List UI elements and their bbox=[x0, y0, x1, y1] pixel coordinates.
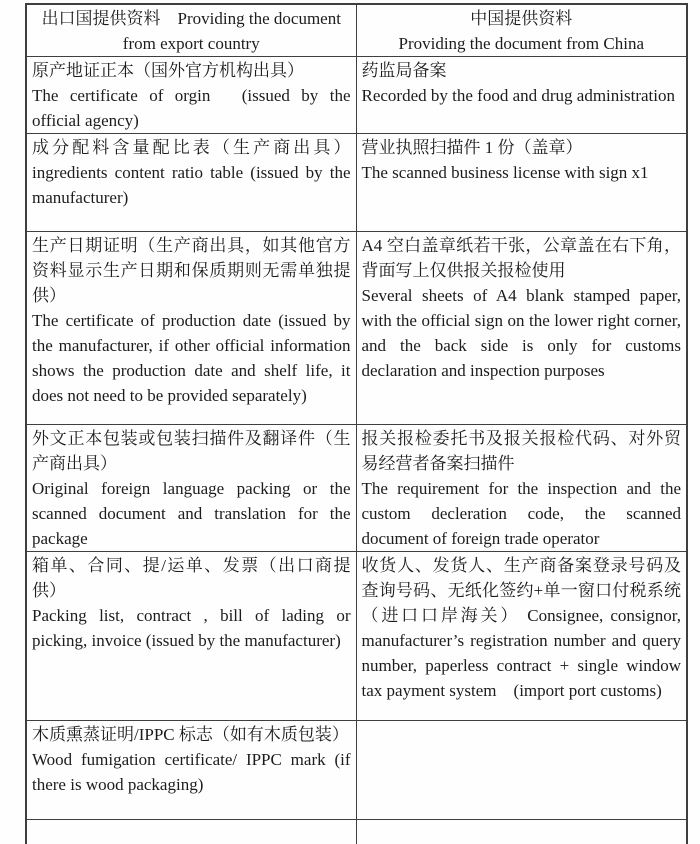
cell-china-fda-record bbox=[356, 57, 687, 134]
cell-china-customs-declaration-docs bbox=[356, 425, 687, 552]
cell-china-business-license bbox=[356, 134, 687, 232]
cell-export-empty bbox=[26, 820, 356, 844]
header-china-label-zh: 中国提供资料 bbox=[470, 9, 573, 28]
paragraph-zh: 木质熏蒸证明/IPPC 标志（如有木质包装） bbox=[32, 725, 349, 744]
header-cell-china bbox=[356, 4, 687, 57]
header-china-label-en: Providing the document from China bbox=[398, 34, 645, 53]
cell-export-foreign-packing bbox=[26, 425, 356, 552]
paragraph-zh: 报关报检委托书及报关报检代码、对外贸易经营者备案扫描件 bbox=[361, 429, 681, 473]
cell-china-empty bbox=[356, 721, 687, 820]
paragraph-zh-en: 收货人、发货人、生产商备案登录号码及查询号码、无纸化签约+单一窗口付税系统（进口口岸海关） Consignee, consignor, manufacturer’s registration number and query number, paperless contract + single window tax payment system (import port customs) bbox=[361, 556, 681, 700]
import-export-documents-table bbox=[25, 3, 688, 844]
paragraph-en: The certificate of production date (issued by the manufacturer, if other official information shows the production date and shelf life, it does not need to be provided separately) bbox=[32, 311, 351, 405]
paragraph-en: The requirement for the inspection and the custom decleration code, the scanned document of foreign trade operator bbox=[361, 479, 681, 548]
cell-china-blank-stamped-paper bbox=[356, 232, 687, 425]
cell-export-origin-certificate bbox=[26, 57, 356, 134]
table-row-production-date bbox=[26, 232, 687, 425]
paragraph-zh: 营业执照扫描件 1 份（盖章） bbox=[361, 138, 583, 157]
table-row-origin-certificate bbox=[26, 57, 687, 134]
paragraph-en: The scanned business license with sign x1 bbox=[361, 163, 649, 182]
paragraph-zh: A4 空白盖章纸若干张，公章盖在右下角，背面写上仅供报关报检使用 bbox=[361, 236, 681, 280]
paragraph-en: Packing list, contract , bill of lading or picking, invoice (issued by the manufacturer) bbox=[32, 606, 351, 650]
table-row-ingredients-table bbox=[26, 134, 687, 232]
paragraph-en: Wood fumigation certificate/ IPPC mark (if there is wood packaging) bbox=[32, 750, 351, 794]
paragraph-zh: 箱单、合同、提/运单、发票（出口商提供） bbox=[32, 556, 351, 600]
paragraph-zh: 外文正本包装或包装扫描件及翻译件（生产商出具） bbox=[32, 429, 351, 473]
table-header-row bbox=[26, 4, 687, 57]
paragraph-en: Original foreign language packing or the scanned document and translation for the package bbox=[32, 479, 351, 548]
cell-export-shipping-documents bbox=[26, 552, 356, 721]
table-row-shipping-documents bbox=[26, 552, 687, 721]
table-row-empty bbox=[26, 820, 687, 844]
cell-export-wood-fumigation bbox=[26, 721, 356, 820]
paragraph-zh: 原产地证正本（国外官方机构出具） bbox=[32, 61, 304, 80]
cell-china-consignee-registration bbox=[356, 552, 687, 721]
header-cell-export-country bbox=[26, 4, 356, 57]
table-row-wood-fumigation bbox=[26, 721, 687, 820]
paragraph-en: The certificate of orgin (issued by the official agency) bbox=[32, 86, 351, 130]
cell-export-production-date-certificate bbox=[26, 232, 356, 425]
header-export-country-label: 出口国提供资料 Providing the document from export country bbox=[41, 9, 341, 53]
paragraph-zh: 药监局备案 bbox=[361, 61, 447, 80]
cell-china-empty-bottom bbox=[356, 820, 687, 844]
cell-export-ingredients-table bbox=[26, 134, 356, 232]
paragraph-zh: 生产日期证明（生产商出具，如其他官方资料显示生产日期和保质期则无需单独提供） bbox=[32, 236, 351, 305]
paragraph-en: Several sheets of A4 blank stamped paper, with the official sign on the lower right corner, and the back side is only for customs declaration and inspection purposes bbox=[361, 286, 681, 380]
table-row-foreign-packing bbox=[26, 425, 687, 552]
paragraph-en: Recorded by the food and drug administration bbox=[361, 86, 675, 105]
paragraph-zh-en: 成分配料含量配比表（生产商出具）ingredients content ratio table (issued by the manufacturer) bbox=[32, 138, 351, 207]
